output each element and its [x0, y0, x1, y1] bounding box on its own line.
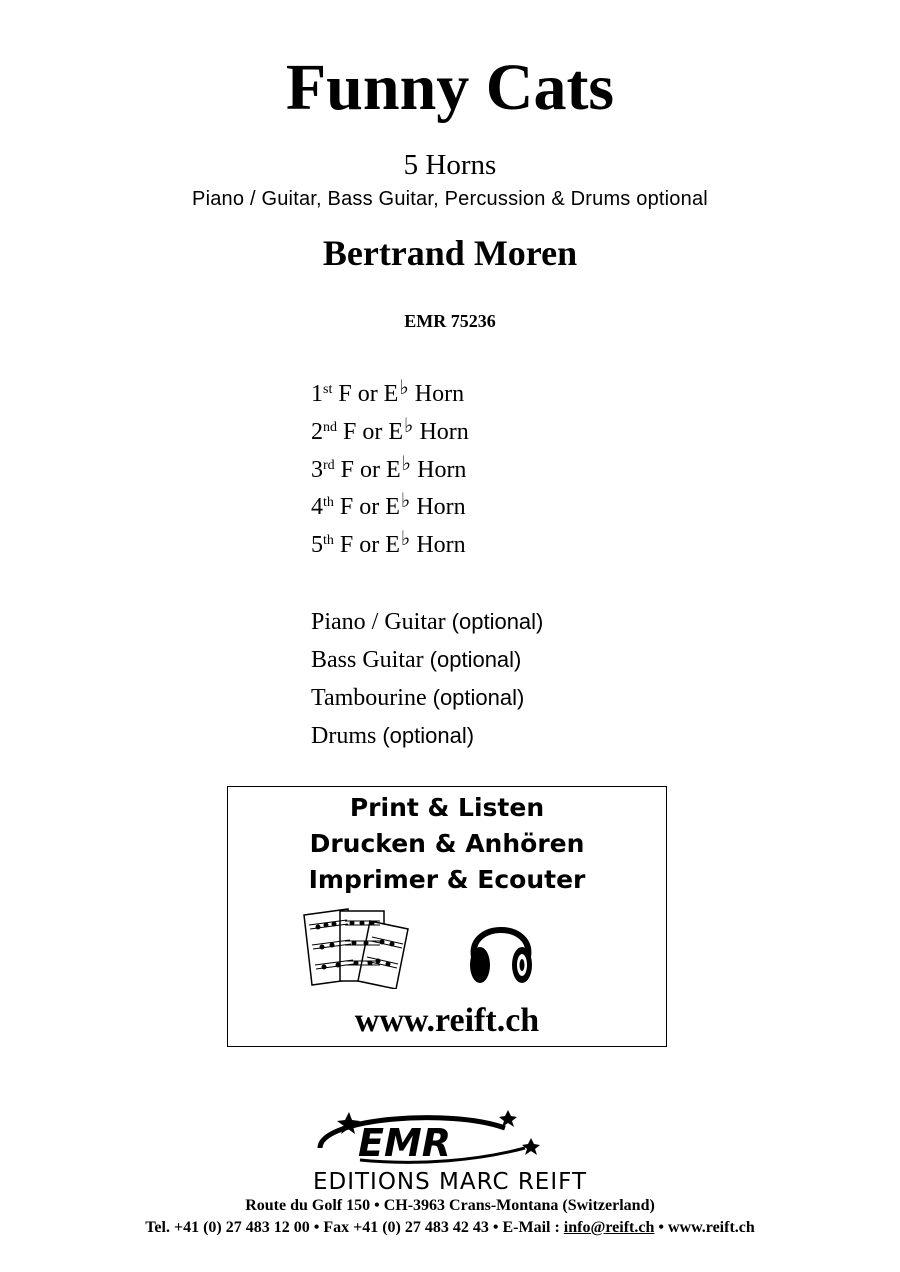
optional-part-item: Piano / Guitar (optional) [311, 609, 544, 635]
email-link[interactable]: info@reift.ch [563, 1219, 655, 1236]
flat-icon: ♭ [399, 377, 409, 399]
website-link[interactable]: www.reift.ch [354, 1002, 540, 1039]
publisher-contact: Tel. +41 (0) 27 483 12 00 • Fax +41 (0) 27 483 42 43 • E-Mail : info@reift.ch • www.reift.ch [145, 1219, 755, 1236]
flat-icon: ♭ [401, 452, 412, 475]
headphones-icon [466, 911, 536, 987]
optional-part-item: Tambourine (optional) [311, 685, 525, 711]
publisher-address: Route du Golf 150 • CH-3963 Crans-Montana (Switzerland) [245, 1197, 655, 1214]
optional-part-item: Bass Guitar (optional) [311, 647, 522, 673]
flat-icon: ♭ [400, 528, 411, 551]
svg-text:EMR: EMR [358, 1121, 452, 1165]
instrumentation-line: Piano / Guitar, Bass Guitar, Percussion & Drums optional [192, 188, 708, 210]
emr-logo [300, 1108, 550, 1168]
part-item: 2nd F or E♭ Horn [311, 414, 469, 445]
part-item: 3rd F or E♭ Horn [311, 452, 467, 483]
sheet-music-icon [300, 907, 412, 989]
catalog-number: EMR 75236 [404, 311, 496, 331]
ensemble-subtitle: 5 Horns [403, 149, 497, 181]
part-item: 1st F or E♭ Horn [311, 377, 465, 407]
optional-part-item: Drums (optional) [311, 723, 475, 749]
promo-line-french: Imprimer & Ecouter [308, 865, 586, 894]
part-item: 5th F or E♭ Horn [311, 528, 466, 559]
promo-line-english: Print & Listen [349, 793, 545, 822]
page-title: Funny Cats [285, 51, 615, 124]
optional-parts-list [311, 603, 543, 755]
horn-parts-list [311, 376, 469, 565]
composer-name: Bertrand Moren [322, 233, 578, 273]
flat-icon: ♭ [400, 490, 411, 513]
promo-line-german: Drucken & Anhören [309, 829, 585, 858]
part-item: 4th F or E♭ Horn [311, 490, 466, 521]
print-listen-box [227, 786, 667, 1047]
flat-icon: ♭ [404, 414, 414, 437]
publisher-name: EDITIONS MARC REIFT [312, 1169, 588, 1195]
